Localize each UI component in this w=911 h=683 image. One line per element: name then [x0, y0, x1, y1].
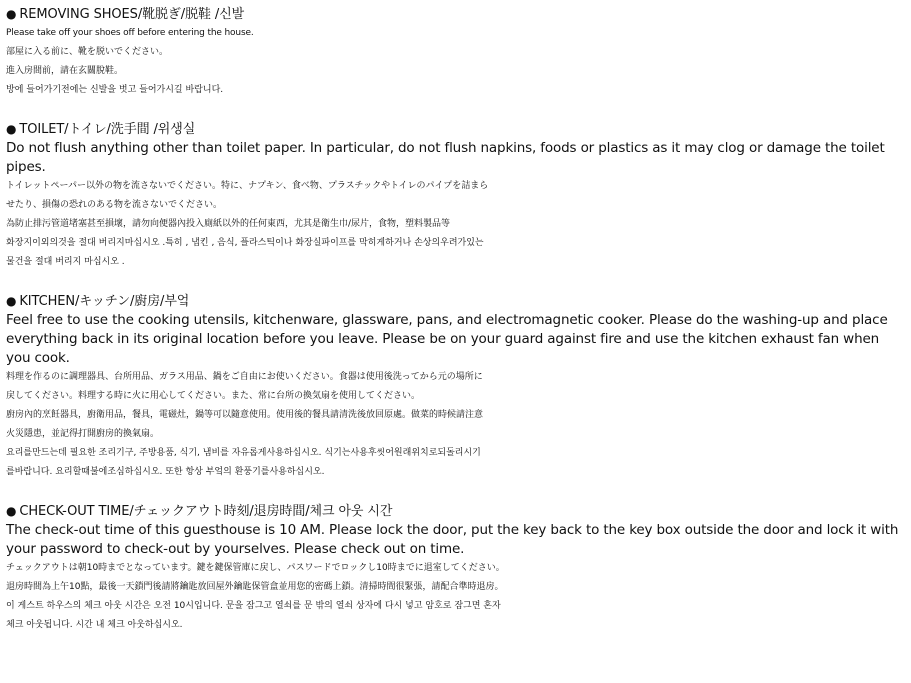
text-line: 방에 들어가기전에는 신발을 벗고 들어가시길 바랍니다.	[6, 85, 224, 95]
text-paragraph: Do not flush anything other than toilet paper. In particular, do not flush napkins, foods or plastics as it may clog or damage the toilet pipes.	[6, 140, 885, 175]
bullet-icon: ●	[6, 504, 17, 518]
text-paragraph: Feel free to use the cooking utensils, kitchenware, glassware, pans, and electromagnetic cooker. Please do the washing-up and place everything back in its original location before you leave. Please be on your guard against fire and use the kitchen exhaust fan when you cook.	[6, 312, 888, 366]
bullet-icon: ●	[6, 7, 17, 21]
text-line: 為防止排污管道堵塞甚至損壞，請勿向便器內投入廁紙以外的任何東西，尤其是衛生巾/尿片，食物，塑料製品等	[6, 219, 451, 229]
text-line: 요리를만드는데 필요한 조리기구, 주방용품, 식기, 냄비를 자유롭게사용하십시오. 식기는사용후씻어원래위치로되돌리시기	[6, 448, 481, 458]
text-line: Please take off your shoes off before entering the house.	[6, 28, 254, 38]
text-line: 部屋に入る前に、靴を脱いでください。	[6, 47, 169, 57]
section-heading: ● TOILET/トイレ/洗手間 /위생실	[6, 122, 196, 137]
bullet-icon: ●	[6, 122, 17, 136]
section-kitchen	[6, 292, 905, 482]
section-heading: ● KITCHEN/キッチン/廚房/부엌	[6, 294, 190, 309]
text-line: 廚房內的烹飪器具，廚衛用品，餐具，電磁灶，鍋等可以隨意使用。使用後的餐具請清洗後放回原處。做菜的時候請注意	[6, 410, 484, 420]
text-paragraph: The check-out time of this guesthouse is 10 AM. Please lock the door, put the key back to the key box outside the door and lock it with your password to check-out by yourselves. Please check out on time.	[6, 522, 899, 557]
text-line: 체크 아웃됩니다. 시간 내 체크 아웃하십시오.	[6, 620, 183, 630]
section-heading: ● CHECK-OUT TIME/チェックアウト時刻/退房時間/체크 아웃 시간	[6, 504, 393, 519]
text-line: 戻してください。料理する時に火に用心してください。また、常に台所の換気扇を使用してください。	[6, 391, 421, 401]
bullet-icon: ●	[6, 294, 17, 308]
text-line: 화장지이외의것을 절대 버리지마십시오 .특히 , 냅킨 , 음식, 플라스틱이나 화장실파이프를 막히게하거나 손상의우려가있는	[6, 238, 484, 248]
section-check-out	[6, 502, 905, 635]
text-line: 退房時間為上午10點，最後一天鎖門後請將鑰匙放回屋外鑰匙保管盒並用您的密碼上鎖。清掃時間很緊張，請配合準時退房。	[6, 582, 504, 592]
text-line: チェックアウトは朝10時までとなっています。鍵を鍵保管庫に戻し、パスワードでロックし10時までに退室してください。	[6, 563, 505, 573]
text-line: 를바랍니다. 요리할때불에조심하십시오. 또한 항상 부엌의 환풍기를사용하십시오.	[6, 467, 325, 477]
section-removing-shoes	[6, 5, 905, 100]
section-heading: ● REMOVING SHOES/靴脱ぎ/脱鞋 /신발	[6, 7, 245, 22]
text-line: 이 게스트 하우스의 체크 아웃 시간은 오전 10시입니다. 문을 잠그고 열쇠를 문 밖의 열쇠 상자에 다시 넣고 암호로 잠그면 혼자	[6, 601, 501, 611]
text-line: 料理を作るのに調理器具、台所用品、ガラス用品、鍋をご自由にお使いください。食器は使用後洗ってから元の場所に	[6, 372, 483, 382]
text-line: 進入房間前，請在玄關脫鞋。	[6, 66, 124, 76]
text-line: トイレットペーパー以外の物を流さないでください。特に、ナプキン、食べ物、プラスチックやトイレのパイプを詰まら	[6, 181, 489, 191]
text-line: 물건을 절대 버리지 마십시오 .	[6, 257, 125, 267]
text-line: せたり、損傷の恐れのある物を流さないでください。	[6, 200, 223, 210]
text-line: 火災隱患，並記得打開廚房的換氣扇。	[6, 429, 160, 439]
section-toilet	[6, 120, 905, 272]
